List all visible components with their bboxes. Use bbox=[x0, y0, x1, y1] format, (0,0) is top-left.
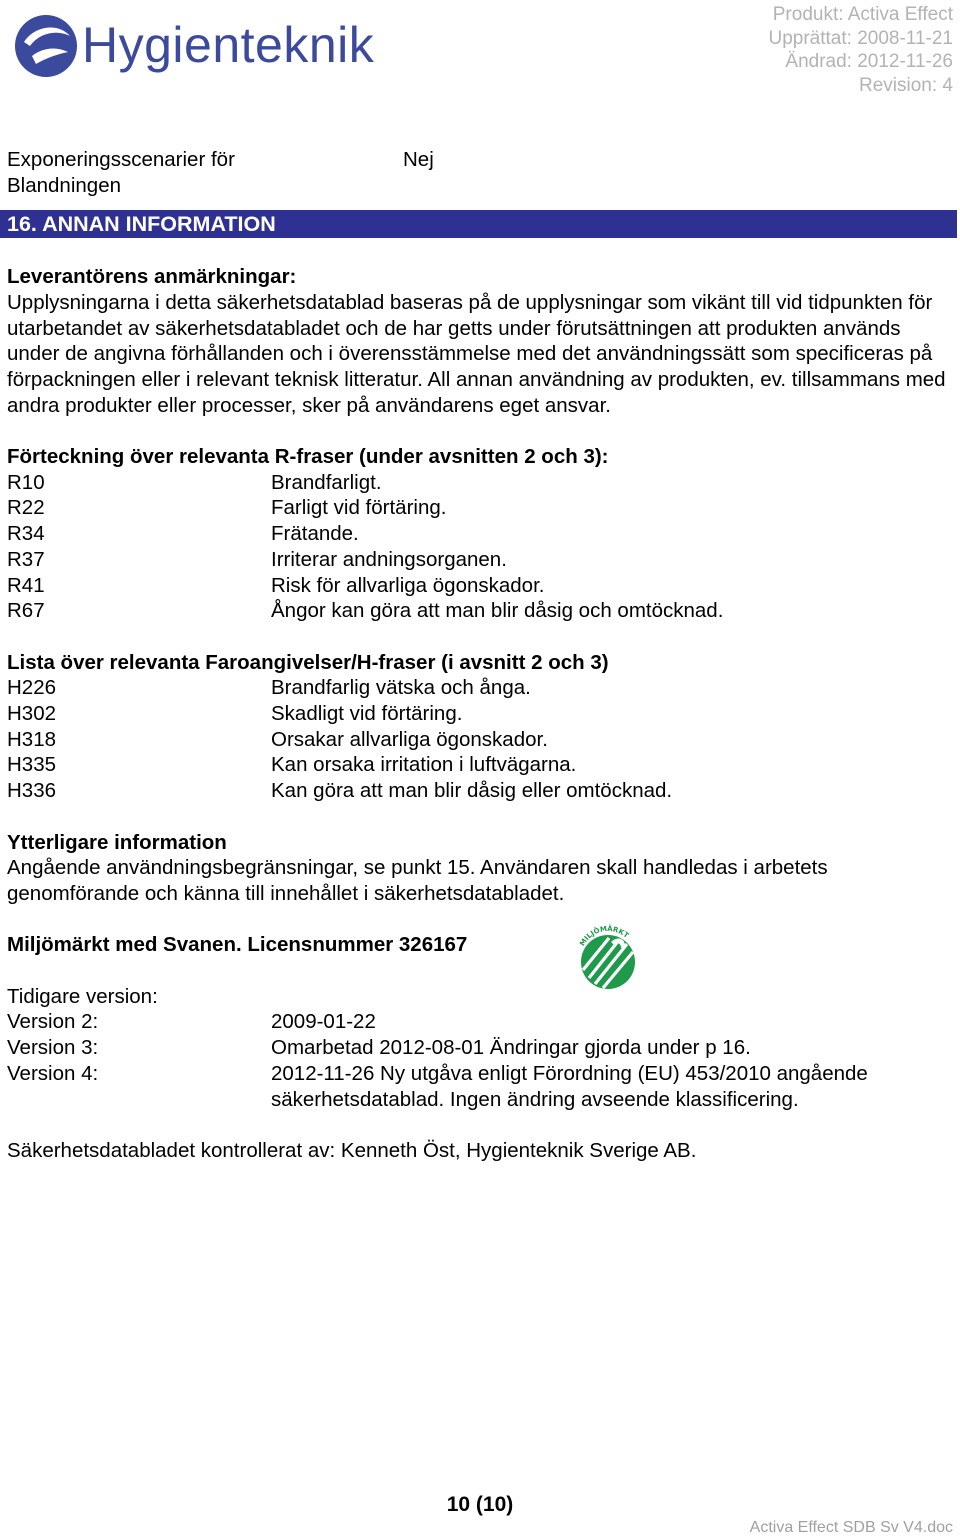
company-logo bbox=[12, 10, 412, 82]
ecolabel-text: Miljömärkt med Svanen. Licensnummer 326167 bbox=[7, 933, 468, 957]
document-body bbox=[7, 147, 953, 1164]
h-phrase-row bbox=[7, 752, 953, 778]
r-phrase-row bbox=[7, 547, 953, 573]
version-text: 2012-11-26 Ny utgåva enligt Förordning (EU) 453/2010 angående säkerhetsdatablad. Ingen ändring avseende klassificering. bbox=[271, 1061, 868, 1111]
version-text: Omarbetad 2012-08-01 Ändringar gjorda under p 16. bbox=[271, 1036, 751, 1060]
h-phrase-code: H336 bbox=[7, 779, 57, 803]
h-phrases-heading: Lista över relevanta Faroangivelser/H-fraser (i avsnitt 2 och 3) bbox=[7, 650, 609, 674]
r-phrase-code: R22 bbox=[7, 496, 45, 520]
r-phrase-row bbox=[7, 521, 953, 547]
page-number: 10 (10) bbox=[446, 1493, 514, 1516]
additional-info-text: Angående användningsbegränsningar, se punkt 15. Användaren skall handledas i arbetets genomförande och känna till innehållet i säkerhetsdatabladet. bbox=[7, 856, 828, 905]
h-phrase-text: Orsakar allvarliga ögonskador. bbox=[271, 727, 548, 751]
r-phrase-code: R37 bbox=[7, 547, 45, 571]
file-name: Activa Effect SDB Sv V4.doc bbox=[749, 1519, 953, 1536]
r-phrase-text: Frätande. bbox=[271, 522, 359, 546]
revision-number: Revision: 4 bbox=[859, 74, 953, 96]
version-label: Version 3: bbox=[7, 1036, 99, 1060]
h-phrase-code: H318 bbox=[7, 727, 57, 751]
r-phrases-heading: Förteckning över relevanta R-fraser (under avsnitten 2 och 3): bbox=[7, 445, 609, 468]
exposure-value: Nej bbox=[403, 148, 434, 171]
versions-list bbox=[7, 1009, 953, 1112]
r-phrase-row bbox=[7, 495, 953, 521]
versions-heading: Tidigare version: bbox=[7, 984, 158, 1008]
h-phrase-code: H226 bbox=[7, 676, 57, 700]
h-phrase-row bbox=[7, 778, 953, 804]
version-row bbox=[7, 1061, 953, 1112]
exposure-label: Exponeringsscenarier för Blandningen bbox=[7, 148, 235, 197]
ecolabel-row bbox=[7, 925, 953, 958]
h-phrase-text: Kan göra att man blir dåsig eller omtöcknad. bbox=[271, 779, 673, 803]
swan-ecolabel-icon bbox=[567, 918, 649, 996]
document-meta bbox=[769, 3, 954, 97]
product-name: Produkt: Activa Effect bbox=[772, 4, 953, 25]
supplier-heading: Leverantörens anmärkningar: bbox=[7, 265, 297, 289]
version-label: Version 2: bbox=[7, 1010, 99, 1034]
supplier-text: Upplysningarna i detta säkerhetsdatablad baseras på de upplysningar som vikänt till vid tidpunkten för utarbetandet av säkerhetsdatabladet och de har getts under förutsättningen att produkten används under de angivna förhållanden och i överensstämmelse med det användningssätt som specificeras på förpackningen eller i relevant teknisk litteratur. All annan användning av produkten, ev. tillsammans med andra produkter eller processer, sker på användarens eget ansvar. bbox=[7, 290, 946, 417]
r-phrase-row bbox=[7, 470, 953, 496]
version-label: Version 4: bbox=[7, 1061, 99, 1085]
r-phrase-code: R41 bbox=[7, 573, 45, 597]
r-phrase-row bbox=[7, 598, 953, 624]
exposure-row bbox=[7, 147, 953, 198]
r-phrase-code: R10 bbox=[7, 470, 45, 494]
h-phrase-row bbox=[7, 701, 953, 727]
logo-text: Hygienteknik bbox=[82, 17, 375, 73]
created-date: Upprättat: 2008-11-21 bbox=[768, 27, 953, 49]
h-phrase-text: Brandfarlig vätska och ånga. bbox=[271, 676, 531, 700]
logo-globe-icon bbox=[12, 12, 80, 80]
r-phrase-code: R67 bbox=[7, 599, 45, 623]
r-phrases-list bbox=[7, 470, 953, 624]
additional-info-heading: Ytterligare information bbox=[7, 830, 227, 854]
h-phrase-row bbox=[7, 727, 953, 753]
page-header bbox=[0, 0, 960, 110]
r-phrase-text: Risk för allvarliga ögonskador. bbox=[271, 573, 545, 597]
ecolabel-logo-text: MILJÖMÄRKT bbox=[578, 925, 631, 948]
version-row bbox=[7, 1035, 953, 1061]
h-phrase-code: H302 bbox=[7, 702, 57, 726]
h-phrase-text: Skadligt vid förtäring. bbox=[271, 702, 463, 726]
checked-by: Säkerhetsdatabladet kontrollerat av: Kenneth Öst, Hygienteknik Sverige AB. bbox=[7, 1138, 697, 1162]
version-row bbox=[7, 1009, 953, 1035]
r-phrase-text: Farligt vid förtäring. bbox=[271, 496, 447, 520]
h-phrase-code: H335 bbox=[7, 753, 57, 777]
r-phrase-row bbox=[7, 573, 953, 599]
changed-date: Ändrad: 2012-11-26 bbox=[785, 51, 953, 72]
r-phrase-text: Irriterar andningsorganen. bbox=[271, 547, 507, 571]
r-phrase-text: Ångor kan göra att man blir dåsig och omtöcknad. bbox=[271, 599, 724, 623]
section-16-header: 16. ANNAN INFORMATION bbox=[0, 210, 957, 238]
version-text: 2009-01-22 bbox=[271, 1010, 376, 1034]
h-phrase-row bbox=[7, 675, 953, 701]
h-phrase-text: Kan orsaka irritation i luftvägarna. bbox=[271, 753, 577, 777]
h-phrases-list bbox=[7, 675, 953, 804]
r-phrase-code: R34 bbox=[7, 522, 45, 546]
r-phrase-text: Brandfarligt. bbox=[271, 470, 382, 494]
